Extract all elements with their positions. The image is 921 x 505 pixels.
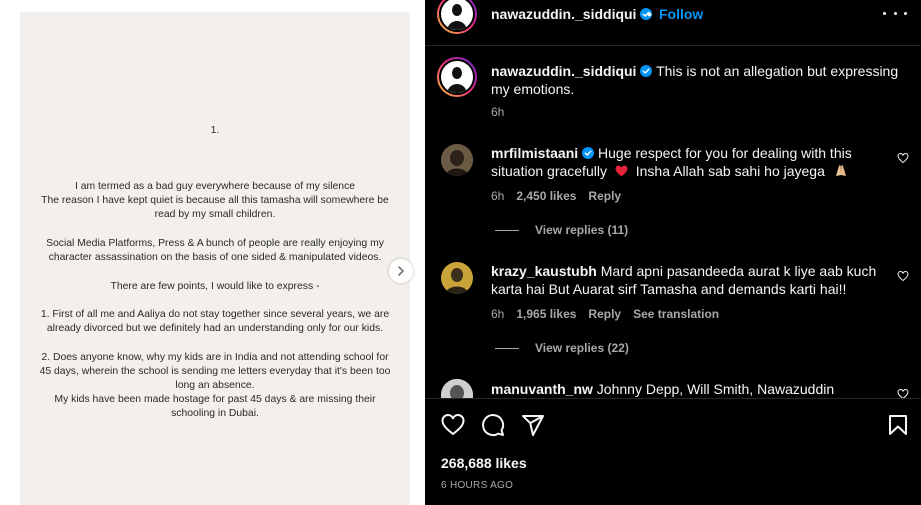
post-line: read by my small children. xyxy=(154,209,276,220)
folded-hands-emoji-icon xyxy=(833,164,849,177)
person-silhouette-icon xyxy=(443,63,471,93)
post-line: character assassination on the basis of one sided & manipulated videos. xyxy=(48,252,382,263)
comment-username[interactable]: krazy_kaustubh xyxy=(491,263,597,279)
like-comment-icon[interactable] xyxy=(897,270,909,282)
next-image-button[interactable] xyxy=(389,259,413,283)
commenter-avatar[interactable] xyxy=(441,144,473,176)
follow-button[interactable]: Follow xyxy=(659,6,704,22)
caption-text-line2: my emotions. xyxy=(491,81,575,97)
author-username[interactable] xyxy=(491,6,652,22)
red-heart-emoji-icon xyxy=(615,165,628,177)
post-line: My kids have been made hostage for past 45 days & are missing their xyxy=(54,394,376,405)
chevron-right-icon xyxy=(396,266,406,276)
post-image-text xyxy=(20,12,410,505)
comment-text: Huge respect for you for dealing with this xyxy=(598,145,852,161)
post-line: already divorced but we definitely had an understanding only for our kids. xyxy=(46,323,384,334)
caption-text-line1: This is not an allegation but expressing xyxy=(656,63,899,79)
comment-text: Insha Allah sab sahi ho jayega xyxy=(635,163,825,179)
post-details-pane xyxy=(425,0,921,505)
see-translation-button[interactable]: See translation xyxy=(633,307,720,321)
comment-likes[interactable]: 2,450 likes xyxy=(516,189,577,203)
person-photo-icon xyxy=(441,144,473,176)
person-silhouette-icon xyxy=(443,0,471,30)
post-timestamp: 6 HOURS AGO xyxy=(441,480,514,491)
heart-icon[interactable] xyxy=(441,413,465,437)
comment-icon[interactable] xyxy=(481,413,505,437)
person-photo-icon xyxy=(441,262,473,294)
commenter-avatar[interactable] xyxy=(441,262,473,294)
comment-time: 6h xyxy=(491,189,505,203)
caption-avatar[interactable] xyxy=(437,57,477,97)
person-photo-icon xyxy=(441,379,473,398)
post-image[interactable] xyxy=(20,12,410,505)
post-media-pane xyxy=(0,0,425,505)
comment-likes[interactable]: 1,965 likes xyxy=(516,307,577,321)
share-icon[interactable] xyxy=(521,413,545,437)
post-line: There are few points, I would like to express - xyxy=(110,281,320,292)
post-actions xyxy=(425,398,921,505)
post-line: 1. First of all me and Aaliya do not stay together since several years, we are xyxy=(40,309,390,320)
caption xyxy=(491,62,911,98)
post-line: The reason I have kept quiet is because all this tamasha will somewhere be xyxy=(41,195,389,206)
comment-meta xyxy=(491,189,621,203)
comments-list[interactable] xyxy=(425,47,921,398)
view-replies-button[interactable] xyxy=(495,341,629,355)
post-line: 45 days, wherein the school is sending me letters everyday that it's been too xyxy=(39,366,391,377)
post-line: I am termed as a bad guy everywhere because of my silence xyxy=(74,181,356,192)
commenter-avatar[interactable] xyxy=(441,379,473,398)
comment-1 xyxy=(491,144,891,180)
like-comment-icon[interactable] xyxy=(897,388,909,398)
author-username-text: nawazuddin._siddiqui xyxy=(491,6,637,22)
avatar-image xyxy=(439,59,475,95)
post-line: long an absence. xyxy=(175,380,255,391)
likes-count[interactable]: 268,688 likes xyxy=(441,455,527,471)
comment-text: Mard apni pasandeeda aurat k liye aab kuch xyxy=(600,263,877,279)
replies-divider xyxy=(495,348,519,349)
comment-text: Johnny Depp, Will Smith, Nawazuddin xyxy=(596,381,835,397)
replies-divider xyxy=(495,230,519,231)
post-line: schooling in Dubai. xyxy=(171,408,259,419)
view-replies-button[interactable] xyxy=(495,223,628,237)
comment-meta xyxy=(491,307,719,321)
reply-button[interactable]: Reply xyxy=(588,307,622,321)
verified-badge-icon xyxy=(640,65,652,77)
verified-badge-icon xyxy=(582,147,594,159)
caption-timestamp: 6h xyxy=(491,105,505,119)
post-line: Social Media Platforms, Press & A bunch of people are really enjoying my xyxy=(46,238,384,249)
view-replies-label: View replies (11) xyxy=(535,223,629,237)
more-options-icon[interactable] xyxy=(883,4,907,22)
reply-button[interactable]: Reply xyxy=(588,189,622,203)
comment-2 xyxy=(491,262,911,298)
comment-text: karta hai But Auarat sirf Tamasha and demands karti hai!! xyxy=(491,281,847,297)
avatar-image xyxy=(439,0,475,32)
caption-username[interactable]: nawazuddin._siddiqui xyxy=(491,63,637,79)
comment-time: 6h xyxy=(491,307,505,321)
author-avatar[interactable] xyxy=(437,0,477,34)
comment-text: situation gracefully xyxy=(491,163,607,179)
post-line: 1. xyxy=(210,125,220,136)
like-comment-icon[interactable] xyxy=(897,152,909,164)
comment-3 xyxy=(491,380,891,398)
post-header xyxy=(425,0,921,46)
view-replies-label: View replies (22) xyxy=(535,341,629,355)
separator-dot: • xyxy=(647,6,652,22)
comment-username[interactable]: manuvanth_nw xyxy=(491,381,593,397)
post-line: 2. Does anyone know, why my kids are in India and not attending school for xyxy=(41,352,389,363)
comment-username[interactable]: mrfilmistaani xyxy=(491,145,579,161)
bookmark-icon[interactable] xyxy=(886,413,910,437)
